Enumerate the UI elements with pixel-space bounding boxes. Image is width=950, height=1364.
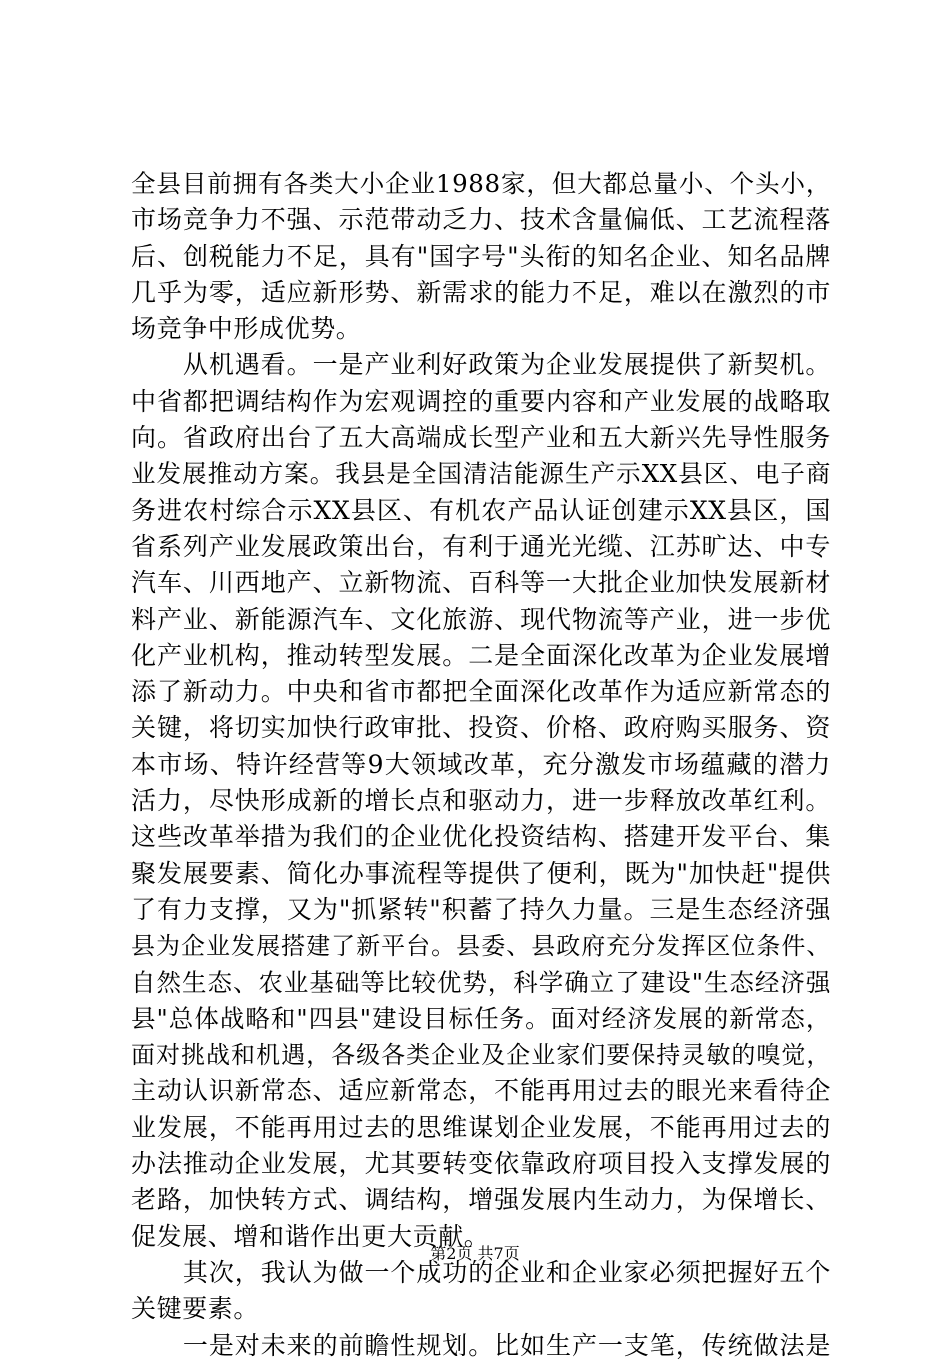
text-line: 务进农村综合示XX县区、有机农产品认证创建示XX县区，国 xyxy=(131,495,831,525)
text-line: 活力，尽快形成新的增长点和驱动力，进一步释放改革红利。 xyxy=(131,786,831,816)
text-line: 市场竞争力不强、示范带动乏力、技术含量偏低、工艺流程落 xyxy=(131,205,831,235)
text-line: 其次，我认为做一个成功的企业和企业家必须把握好五个 xyxy=(131,1257,831,1287)
text-line: 这些改革举措为我们的企业优化投资结构、搭建开发平台、集 xyxy=(131,822,831,852)
text-line: 化产业机构，推动转型发展。二是全面深化改革为企业发展增 xyxy=(131,640,831,670)
text-line: 业发展，不能再用过去的思维谋划企业发展，不能再用过去的 xyxy=(131,1112,831,1142)
text-line: 几乎为零，适应新形势、新需求的能力不足，难以在激烈的市 xyxy=(131,277,831,307)
text-line: 场竞争中形成优势。 xyxy=(131,314,362,344)
text-line: 添了新动力。中央和省市都把全面深化改革作为适应新常态的 xyxy=(131,677,831,707)
text-line: 向。省政府出台了五大高端成长型产业和五大新兴先导性服务 xyxy=(131,423,831,453)
document-body xyxy=(131,166,831,1364)
text-line: 省系列产业发展政策出台，有利于通光光缆、江苏旷达、中专 xyxy=(131,531,831,561)
text-line: 了有力支撑，又为"抓紧转"积蓄了持久力量。三是生态经济强 xyxy=(131,894,831,924)
text-line: 促发展、增和谐作出更大贡献。 xyxy=(131,1221,490,1251)
text-line: 后、创税能力不足，具有"国字号"头衔的知名企业、知名品牌 xyxy=(131,241,831,271)
text-line: 关键要素。 xyxy=(131,1294,260,1324)
text-line: 面对挑战和机遇，各级各类企业及企业家们要保持灵敏的嗅觉， xyxy=(131,1041,831,1070)
text-line: 自然生态、农业基础等比较优势，科学确立了建设"生态经济强 xyxy=(131,967,831,997)
text-line: 聚发展要素、简化办事流程等提供了便利，既为"加快赶"提供 xyxy=(131,858,831,888)
text-line: 料产业、新能源汽车、文化旅游、现代物流等产业，进一步优 xyxy=(131,604,831,634)
text-line: 主动认识新常态、适应新常态，不能再用过去的眼光来看待企 xyxy=(131,1076,831,1106)
text-line: 办法推动企业发展，尤其要转变依靠政府项目投入支撑发展的 xyxy=(131,1149,831,1179)
text-line: 业发展推动方案。我县是全国清洁能源生产示XX县区、电子商 xyxy=(131,459,831,489)
text-line: 本市场、特许经营等9大领域改革，充分激发市场蕴藏的潜力 xyxy=(131,749,831,779)
text-line: 汽车、川西地产、立新物流、百科等一大批企业加快发展新材 xyxy=(131,568,831,598)
text-line: 中省都把调结构作为宏观调控的重要内容和产业发展的战略取 xyxy=(131,386,831,416)
text-line: 县"总体战略和"四县"建设目标任务。面对经济发展的新常态， xyxy=(131,1003,831,1033)
page-footer: 第2页 共7页 xyxy=(430,1244,520,1263)
text-line: 老路，加快转方式、调结构，增强发展内生动力，为保增长、 xyxy=(131,1185,831,1215)
text-line: 从机遇看。一是产业利好政策为企业发展提供了新契机。 xyxy=(131,350,831,380)
text-line: 一是对未来的前瞻性规划。比如生产一支笔，传统做法是 xyxy=(131,1330,831,1360)
text-line: 全县目前拥有各类大小企业1988家，但大都总量小、个头小， xyxy=(131,169,831,198)
text-line: 关键，将切实加快行政审批、投资、价格、政府购买服务、资 xyxy=(131,713,831,743)
text-line: 县为企业发展搭建了新平台。县委、县政府充分发挥区位条件、 xyxy=(131,932,831,961)
